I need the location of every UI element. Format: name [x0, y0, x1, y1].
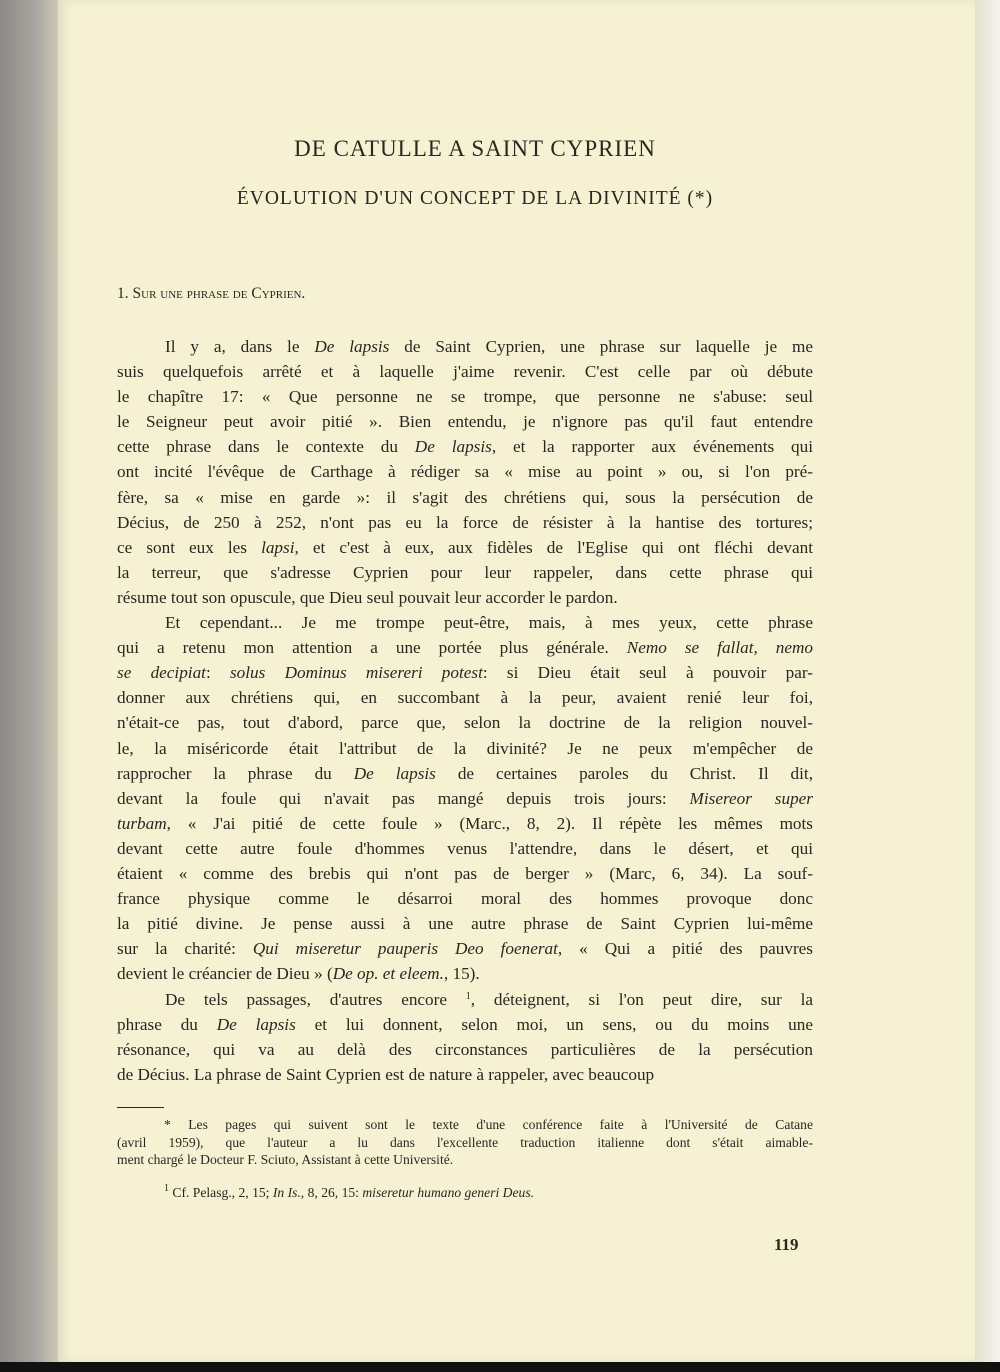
italic-text: De lapsis [353, 763, 436, 783]
italic-text: miseretur humano generi Deus. [362, 1184, 535, 1200]
text-span: fère, sa « mise en garde »: il s'agit des chrétiens qui, sous la persécution de [117, 487, 813, 507]
text-span: qui a retenu mon attention a une portée plus générale. [117, 638, 627, 658]
text-line [117, 1037, 813, 1062]
text-span: cette phrase dans le contexte du [117, 437, 415, 457]
paragraph [117, 610, 813, 986]
text-span: Et cependant... Je me trompe peut-être, mais, à mes yeux, cette phrase [165, 613, 813, 633]
text-line [117, 459, 813, 484]
footnote-marker: 1 [164, 1182, 169, 1194]
text-span: devient le créancier de Dieu » ( [117, 964, 333, 984]
text-span: , 8, 26, 15: [300, 1184, 363, 1200]
page-number: 119 [774, 1235, 799, 1254]
text-span: , et c'est à eux, aux fidèles de l'Eglise qui ont fléchi devant [294, 537, 814, 557]
text-span: ment chargé le Docteur F. Sciuto, Assistant à cette Université. [117, 1152, 454, 1167]
text-line [117, 585, 813, 610]
text-line [117, 610, 813, 635]
text-line [117, 761, 813, 786]
text-line [117, 510, 813, 535]
text-span: Cf. Pelasg., 2, 15; [169, 1184, 273, 1200]
article-title: DE CATULLE A SAINT CYPRIEN [294, 136, 656, 161]
text-span: la terreur, que s'adresse Cyprien pour leur rappeler, dans cette phrase qui [117, 562, 813, 582]
italic-text: In Is. [272, 1184, 301, 1200]
text-line [117, 987, 813, 1012]
italic-text: turbam [117, 813, 167, 833]
text-span: ce sont eux les [117, 537, 262, 557]
text-span: Décius, de 250 à 252, n'ont pas eu la force de résister à la hantise des tortures; [117, 512, 813, 532]
text-line [117, 886, 813, 911]
footnotes [117, 1116, 813, 1201]
paragraph [117, 334, 813, 610]
text-span: : [205, 663, 230, 683]
italic-text: De lapsis [216, 1015, 296, 1035]
text-span: , « Qui a pitié des pauvres [557, 939, 813, 959]
scan-bottom-edge [0, 1362, 1000, 1372]
text-line [117, 1184, 813, 1202]
text-span: france physique comme le désarroi moral des hommes provoque donc [117, 889, 813, 909]
text-span: donner aux chrétiens qui, en succombant à la peur, avaient renié leur foi, [117, 688, 813, 708]
text-line [117, 736, 813, 761]
text-line [117, 685, 813, 710]
footnote [117, 1116, 813, 1169]
text-line [117, 811, 813, 836]
text-line [117, 786, 813, 811]
text-span: sur la charité: [117, 939, 253, 959]
text-line [117, 861, 813, 886]
text-line [117, 936, 813, 961]
section-heading: 1. Sur une phrase de Cyprien. [117, 285, 306, 302]
text-span: Il y a, dans le [165, 337, 315, 356]
text-span: devant cette autre foule d'hommes venus l'attendre, dans le désert, et qui [117, 838, 813, 858]
text-line [117, 660, 813, 685]
italic-text: solus Dominus misereri potest [229, 663, 483, 683]
text-line [117, 635, 813, 660]
footnote-rule [117, 1107, 164, 1108]
text-line [117, 334, 813, 359]
article-subtitle: ÉVOLUTION D'UN CONCEPT DE LA DIVINITÉ (*) [236, 188, 714, 209]
text-line [117, 535, 813, 560]
text-line [117, 485, 813, 510]
text-line [117, 1134, 813, 1152]
italic-text: Qui miseretur pauperis Deo foenerat [252, 939, 558, 959]
text-span: n'était-ce pas, tout d'abord, parce que, selon la doctrine de la religion nouvel- [117, 713, 813, 733]
text-span: devant la foule qui n'avait pas mangé depuis trois jours: [117, 788, 690, 808]
body-text [117, 334, 813, 1087]
text-span: rapprocher la phrase du [117, 763, 354, 783]
text-span: de Décius. La phrase de Saint Cyprien est de nature à rappeler, avec beaucoup [117, 1065, 655, 1085]
text-span: ont incité l'évêque de Carthage à rédiger sa « mise au point » ou, si l'on pré- [117, 462, 813, 482]
italic-text: De op. et eleem. [332, 964, 444, 984]
text-span: (avril 1959), que l'auteur a lu dans l'excellente traduction italienne dont s'était aimable- [117, 1134, 813, 1150]
text-line [117, 1062, 813, 1087]
italic-text: Misereor super [689, 788, 813, 808]
italic-text: Nemo se fallat, nemo [626, 638, 813, 658]
footnote-marker: 1 [465, 991, 471, 1003]
italic-text: lapsi [261, 537, 295, 557]
text-line [117, 1151, 813, 1169]
text-span: le Seigneur peut avoir pitié ». Bien entendu, je n'ignore pas qu'il faut entendre [117, 412, 813, 432]
text-line [117, 409, 813, 434]
text-span: la pitié divine. Je pense aussi à une autre phrase de Saint Cyprien lui-même [117, 914, 813, 934]
text-line [117, 710, 813, 735]
text-span: De tels passages, d'autres encore [165, 990, 466, 1010]
text-line [117, 961, 813, 986]
italic-text: De lapsis [414, 437, 492, 457]
text-line [117, 434, 813, 459]
text-line [117, 911, 813, 936]
text-span: résonance, qui va au delà des circonstances particulières de la persécution [117, 1040, 813, 1060]
text-span: * Les pages qui suivent sont le texte d'une conférence faite à l'Université de Catane [164, 1117, 813, 1132]
text-line [117, 359, 813, 384]
text-span: étaient « comme des brebis qui n'ont pas de berger » (Marc, 6, 34). La souf- [117, 863, 813, 883]
text-span: et lui donnent, selon moi, un sens, ou du moins une [295, 1015, 814, 1035]
text-span: de certaines paroles du Christ. Il dit, [435, 763, 813, 783]
italic-text: se decipiat [117, 663, 206, 683]
text-span: phrase du [117, 1015, 217, 1035]
text-span: de Saint Cyprien, une phrase sur laquelle je me [389, 337, 813, 356]
text-span: le, la miséricorde était l'attribut de la divinité? Je ne peux m'empêcher de [117, 738, 813, 758]
text-span: le chapître 17: « Que personne ne se trompe, que personne ne s'abuse: seul [117, 387, 813, 407]
text-span: , et la rapporter aux événements qui [491, 437, 814, 457]
footnote [117, 1169, 813, 1202]
text-span: , « J'ai pitié de cette foule » (Marc., 8, 2). Il répète les mêmes mots [166, 813, 813, 833]
text-span: , déteignent, si l'on peut dire, sur la [470, 990, 813, 1010]
italic-text: De lapsis [314, 337, 390, 356]
text-span: résume tout son opuscule, que Dieu seul pouvait leur accorder le pardon. [117, 587, 618, 607]
text-line [117, 560, 813, 585]
scan-right-edge [975, 0, 1000, 1362]
text-line [117, 384, 813, 409]
paragraph [117, 987, 813, 1087]
text-span: suis quelquefois arrêté et à laquelle j'aime revenir. C'est celle par où débute [117, 362, 813, 382]
text-line [117, 1116, 813, 1134]
text-line [117, 836, 813, 861]
text-line [117, 1012, 813, 1037]
text-span: , 15). [443, 964, 480, 984]
text-span: : si Dieu était seul à pouvoir par- [482, 663, 813, 683]
